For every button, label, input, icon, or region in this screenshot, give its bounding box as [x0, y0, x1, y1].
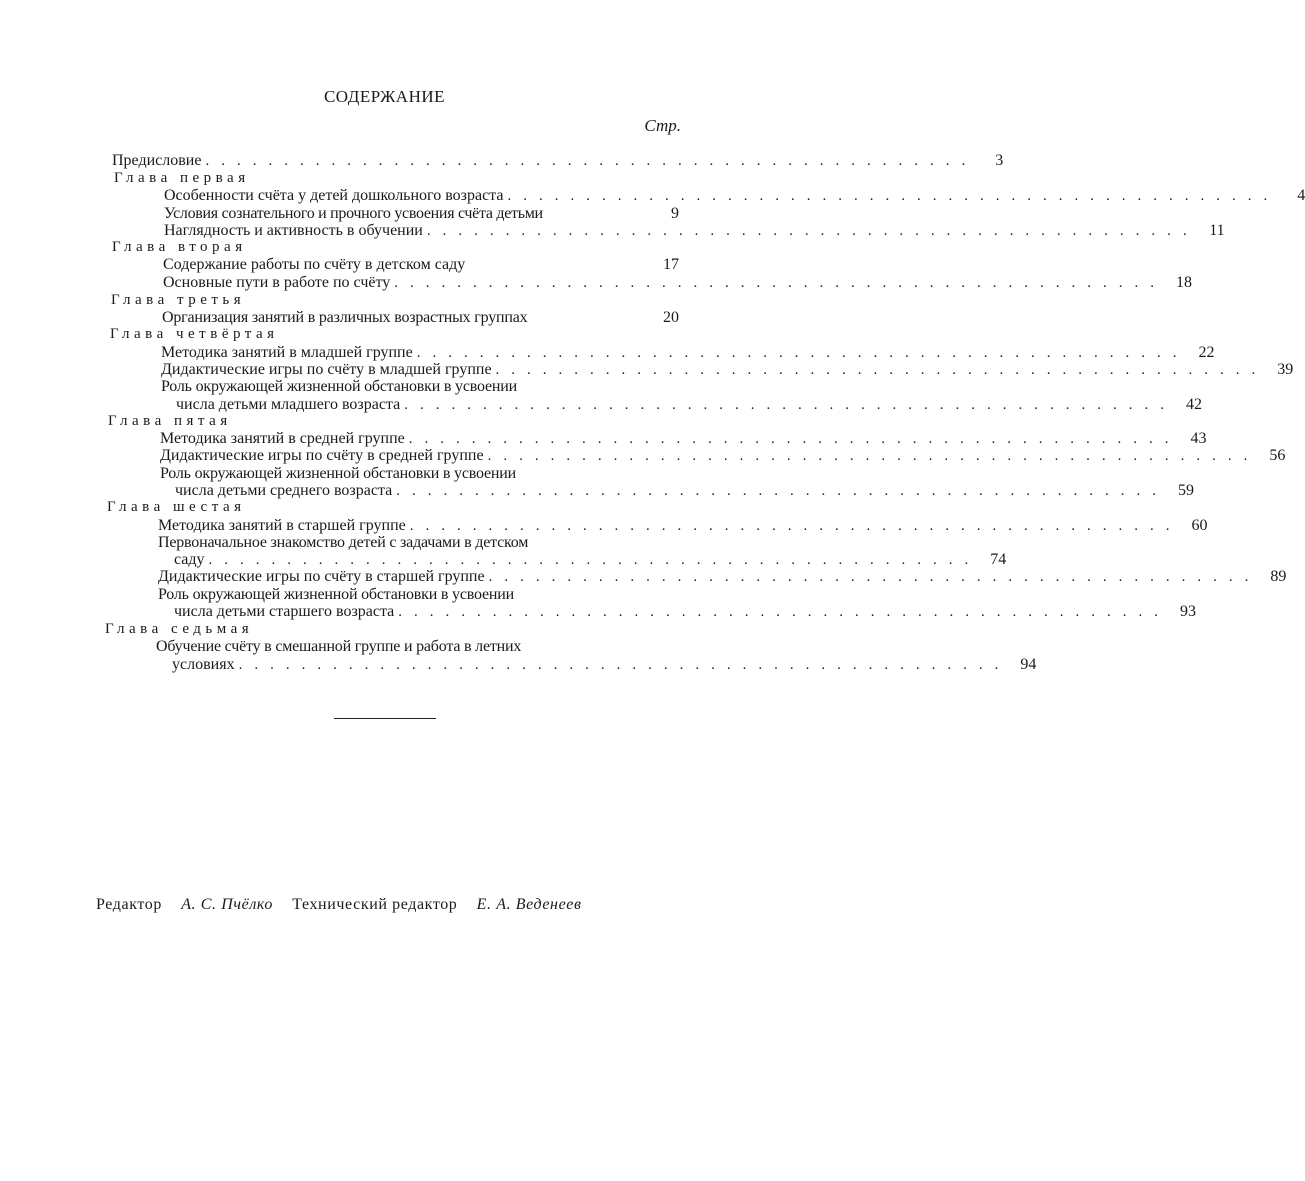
chapter-heading-text: Глава седьмая [105, 621, 254, 637]
tech-editor-name: Е. А. Веденеев [476, 896, 582, 913]
toc-leader-dots: ................................................. [487, 448, 1260, 464]
chapter-heading-text: Глава шестая [107, 499, 246, 515]
toc-entry-text: Методика занятий в младшей группе [161, 344, 413, 361]
chapter-heading-text: Глава первая [114, 170, 250, 186]
toc-leader-dots: ................................................. [495, 362, 1268, 378]
toc-entry-text: саду [174, 551, 205, 568]
editor-label: Редактор [96, 896, 162, 913]
toc-entry-text: Роль окружающей жизненной обстановки в усвоении [161, 378, 517, 395]
toc-entry-text: Особенности счёта у детей дошкольного возраста [164, 187, 504, 204]
toc-page-number: 17 [663, 256, 679, 273]
separator-rule [334, 718, 436, 719]
toc-entry-text: числа детьми среднего возраста [175, 482, 393, 499]
toc-page-number: 93 [1180, 603, 1196, 620]
toc-leader-dots: ................................................. [208, 552, 981, 568]
toc-entry-text: Методика занятий в средней группе [160, 430, 405, 447]
toc-leader-dots: ................................................. [409, 518, 1182, 534]
chapter-heading-text: Глава пятая [108, 413, 232, 429]
credits-line [96, 896, 696, 914]
toc-entry-text: Основные пути в работе по счёту [163, 274, 391, 291]
toc-entry-text: Дидактические игры по счёту в старшей группе [158, 568, 485, 585]
toc-entry [160, 446, 1286, 465]
toc-leader-dots: ................................................. [394, 275, 1167, 291]
chapter-heading-text: Глава вторая [112, 239, 247, 255]
toc-entry-text: Методика занятий в старшей группе [158, 517, 406, 534]
toc-entry [112, 151, 1004, 170]
toc-entry-text: Наглядность и активность в обучении [164, 222, 423, 239]
toc-page-number: 22 [1198, 344, 1215, 361]
toc-entry [163, 255, 679, 274]
toc-page-number: 18 [1176, 274, 1193, 291]
toc-leader-dots: ................................................. [408, 431, 1181, 447]
toc-page-number: 94 [1020, 656, 1037, 673]
toc-page-number: 56 [1269, 447, 1286, 464]
toc-page-number: 43 [1190, 430, 1207, 447]
toc-leader-dots: ................................................. [416, 345, 1189, 361]
toc-page-number: 4 [1297, 187, 1305, 204]
toc-page-number: 20 [663, 309, 679, 326]
toc-page-number: 60 [1191, 517, 1208, 534]
page-column-header: Стр. [644, 116, 681, 135]
toc-entry-text: Предисловие [112, 152, 202, 169]
toc-leader-dots: ................................................. [398, 604, 1170, 620]
toc-entry [158, 567, 1287, 586]
toc-entry [163, 273, 1193, 292]
toc-entry-text: Дидактические игры по счёту в средней группе [160, 447, 484, 464]
tech-editor-label: Технический редактор [292, 896, 458, 913]
toc-chapter-heading [110, 325, 279, 344]
toc-entry-text: Роль окружающей жизненной обстановки в усвоении [160, 465, 516, 482]
toc-entry-text: Роль окружающей жизненной обстановки в усвоении [158, 586, 514, 603]
chapter-heading-text: Глава третья [111, 292, 246, 308]
toc-entry-text: условиях [172, 656, 235, 673]
toc-page-number: 42 [1185, 396, 1202, 413]
toc-leader-dots: ................................................. [238, 657, 1011, 673]
page-title: СОДЕРЖАНИЕ [323, 87, 446, 106]
toc-entry-text: Первоначальное знакомство детей с задачами в детском [158, 534, 529, 551]
toc-entry [161, 377, 679, 396]
toc-leader-dots: ................................................. [507, 188, 1280, 204]
toc-entry-text: Дидактические игры по счёту в младшей группе [161, 361, 492, 378]
toc-entry [172, 655, 1037, 674]
chapter-heading-text: Глава четвёртая [110, 326, 279, 342]
toc-leader-dots: ................................................. [205, 153, 978, 169]
toc-page-number: 11 [1209, 222, 1225, 239]
toc-page-number: 9 [671, 205, 679, 222]
toc-leader-dots: ................................................. [396, 483, 1168, 499]
toc-entry-text: числа детьми старшего возраста [174, 603, 395, 620]
toc-entry [164, 186, 1305, 205]
toc-entry-text: числа детьми младшего возраста [176, 396, 401, 413]
toc-entry-text: Условия сознательного и прочного усвоения счёта детьми [164, 205, 543, 222]
toc-leader-dots: ................................................. [426, 223, 1199, 239]
toc-page-number: 74 [990, 551, 1007, 568]
toc-chapter-heading [107, 498, 246, 517]
toc-entry [174, 602, 1196, 621]
toc-entry-text: Содержание работы по счёту в детском саду [163, 256, 466, 273]
toc-page-number: 89 [1270, 568, 1287, 585]
editor-name: А. С. Пчёлко [181, 896, 273, 913]
toc-leader-dots: ................................................. [488, 569, 1261, 585]
toc-entry [175, 481, 1194, 500]
toc-entry [156, 637, 679, 656]
toc-entry-text: Обучение счёту в смешанной группе и работа в летних [156, 638, 522, 655]
toc-entry-text: Организация занятий в различных возрастных группах [162, 309, 528, 326]
toc-page-number: 3 [995, 152, 1004, 169]
toc-leader-dots: ................................................. [404, 397, 1176, 413]
toc-page-number: 39 [1277, 361, 1294, 378]
toc-entry [176, 395, 1202, 414]
toc-page-number: 59 [1177, 482, 1194, 499]
